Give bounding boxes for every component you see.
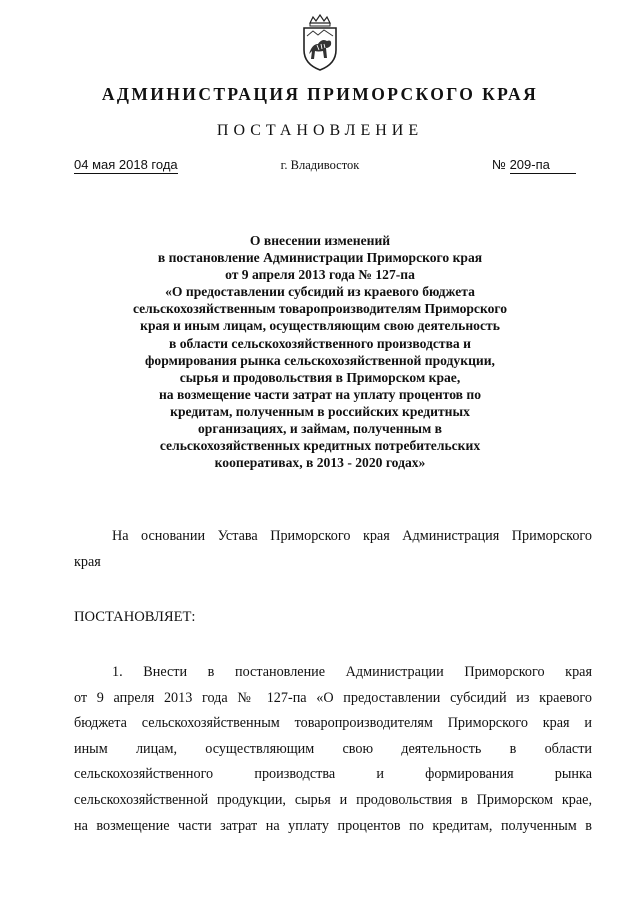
resolves-heading: ПОСТАНОВЛЯЕТ: <box>74 609 196 625</box>
document-city: г. Владивосток <box>280 158 360 172</box>
title-line: на возмещение части затрат на уплату процентов по <box>158 386 482 402</box>
document-number <box>492 157 576 174</box>
paragraph-line: иным лицам, осуществляющим свою деятельность в области <box>74 740 592 757</box>
paragraph-line: сельскохозяйственного производства и формирования рынка <box>74 766 592 783</box>
title-line: формирования рынка сельскохозяйственной продукции, <box>145 352 495 368</box>
preamble-paragraph <box>74 523 592 575</box>
coat-of-arms-icon <box>296 14 344 72</box>
title-line: в постановление Администрации Приморского края <box>157 250 483 266</box>
title-line: сырья и продовольствия в Приморском крае, <box>179 369 461 385</box>
paragraph-line: от 9 апреля 2013 года № 127-па «О предоставлении субсидий из краевого <box>74 689 592 706</box>
document-date: 04 мая 2018 года <box>74 157 178 172</box>
title-line: от 9 апреля 2013 года № 127-па <box>225 267 415 283</box>
paragraph-line: сельскохозяйственной продукции, сырья и продовольствия в Приморском крае, <box>74 791 592 808</box>
paragraph-line: на возмещение части затрат на уплату процентов по кредитам, полученным в <box>74 817 592 834</box>
number-value: 209-па <box>510 157 576 174</box>
title-line: в области сельскохозяйственного производства и <box>169 335 471 351</box>
title-line: организациях, и займам, полученным в <box>197 421 443 437</box>
paragraph-line: края <box>74 554 101 570</box>
title-line: кредитам, полученным в российских кредитных <box>170 403 470 419</box>
title-line: сельскохозяйственных кредитных потребительских <box>159 438 481 454</box>
document-title <box>110 232 530 471</box>
item-1-paragraph <box>74 660 592 839</box>
number-prefix: № <box>492 157 506 172</box>
paragraph-line: бюджета сельскохозяйственным товаропроизводителям Приморского края и <box>74 715 592 732</box>
title-line: кооперативах, в 2013 - 2020 годах» <box>214 455 426 471</box>
paragraph-line: На основании Устава Приморского края Администрация Приморского <box>112 528 592 544</box>
document-type: ПОСТАНОВЛЕНИЕ <box>216 122 424 139</box>
paragraph-line: 1. Внести в постановление Администрации Приморского края <box>112 664 592 680</box>
title-line: сельскохозяйственным товаропроизводителям Приморского <box>132 301 508 317</box>
title-line: края и иным лицам, осуществляющим свою деятельность <box>140 318 500 334</box>
title-line: О внесении изменений <box>249 233 391 248</box>
organization-name: АДМИНИСТРАЦИЯ ПРИМОРСКОГО КРАЯ <box>101 84 539 104</box>
title-line: «О предоставлении субсидий из краевого бюджета <box>165 284 475 300</box>
